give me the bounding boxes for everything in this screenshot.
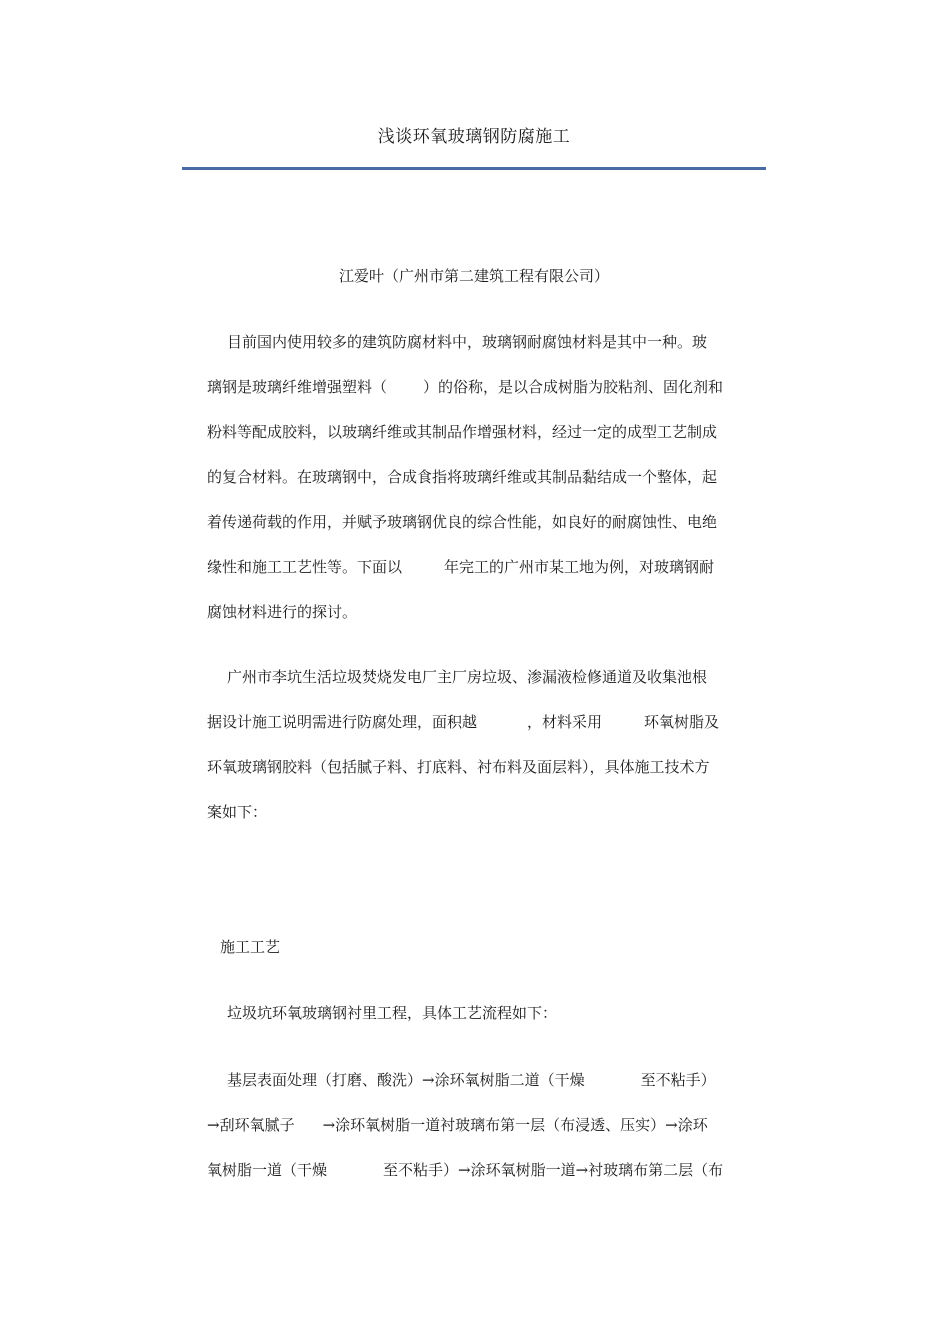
section-heading: 施工工艺	[220, 938, 281, 956]
paragraph-line: 环氧玻璃钢胶料（包括腻子料、打底料、衬布料及面层料），具体施工技术方	[207, 758, 710, 776]
text-segment: →涂环氧树脂一道衬玻璃布第一层（布浸透、压实）→涂环	[322, 1116, 708, 1134]
paragraph-line	[207, 1148, 747, 1193]
paragraph-line	[207, 1058, 747, 1103]
text-segment: 基层表面处理（打磨、酸洗）→涂环氧树脂二道（干燥	[227, 1071, 585, 1089]
text-segment: ）的俗称，是以合成树脂为胶粘剂、固化剂和	[423, 378, 724, 396]
paragraph-line	[207, 1103, 747, 1148]
paragraph-process-flow	[207, 1058, 747, 1193]
text-segment: 至不粘手）	[640, 1071, 716, 1089]
paragraph-line	[207, 700, 747, 745]
paragraph-line: 着传递荷载的作用，并赋予玻璃钢优良的综合性能，如良好的耐腐蚀性、电绝	[207, 513, 718, 531]
paragraph-line: 的复合材料。在玻璃钢中，合成食指将玻璃纤维或其制品黏结成一个整体，起	[207, 468, 718, 486]
paragraph-line: 粉料等配成胶料，以玻璃纤维或其制品作增强材料，经过一定的成型工艺制成	[207, 423, 718, 441]
text-segment: 环氧树脂及	[644, 713, 720, 731]
text-segment: 至不粘手）→涂环氧树脂一道→衬玻璃布第二层（布	[383, 1161, 724, 1179]
paragraph-line	[207, 365, 747, 410]
paragraph-intro	[207, 320, 747, 635]
title-divider	[182, 167, 766, 170]
paragraph-line: 目前国内使用较多的建筑防腐材料中，玻璃钢耐腐蚀材料是其中一种。玻	[227, 333, 708, 351]
text-segment: 氧树脂一道（干燥	[207, 1161, 328, 1179]
text-segment: 璃钢是玻璃纤维增强塑料（	[207, 378, 388, 396]
paragraph-line: 案如下：	[207, 803, 268, 821]
paragraph-line: 广州市李坑生活垃圾焚烧发电厂主厂房垃圾、渗漏液检修通道及收集池根	[227, 668, 708, 686]
text-segment: 据设计施工说明需进行防腐处理，面积越	[207, 713, 478, 731]
text-segment: 缘性和施工工艺性等。下面以	[207, 558, 403, 576]
text-segment: ，材料采用	[527, 713, 603, 731]
text-segment: 年完工的广州市某工地为例，对玻璃钢耐	[444, 558, 715, 576]
paragraph-project	[207, 655, 747, 835]
paragraph-line	[207, 545, 747, 590]
document-title: 浅谈环氧玻璃钢防腐施工	[377, 127, 571, 147]
paragraph-line: 腐蚀材料进行的探讨。	[207, 603, 358, 621]
text-segment: →刮环氧腻子	[207, 1116, 295, 1134]
paragraph-line: 垃圾坑环氧玻璃钢衬里工程，具体工艺流程如下：	[227, 1004, 558, 1022]
paragraph-process-intro	[207, 991, 747, 1036]
author-line: 江爱叶（广州市第二建筑工程有限公司）	[338, 267, 609, 285]
